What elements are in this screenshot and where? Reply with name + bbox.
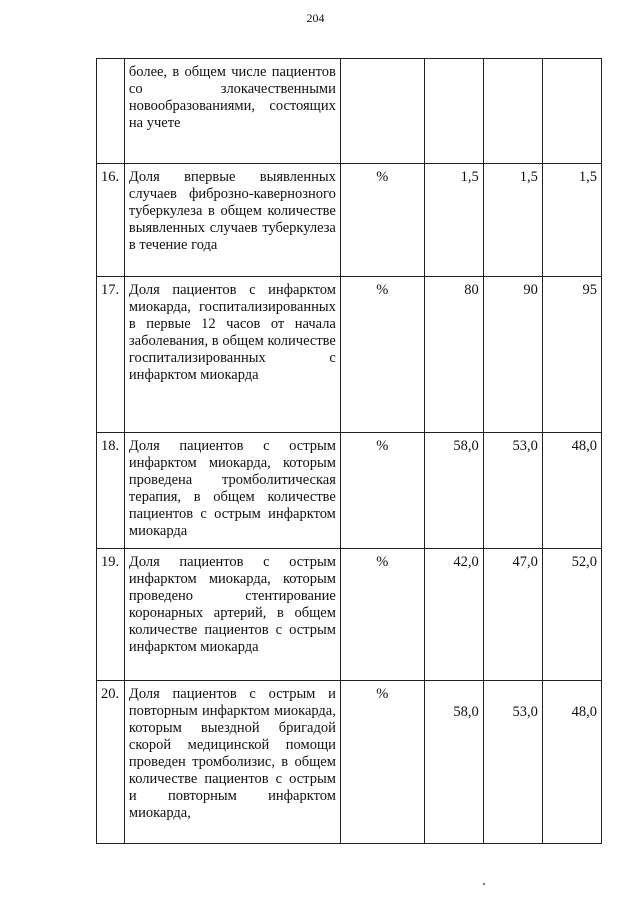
value-2: 1,5 (483, 164, 542, 277)
indicators-table (96, 58, 602, 844)
value-3 (542, 59, 601, 164)
table-row (97, 433, 602, 549)
value-1: 80 (424, 277, 483, 433)
value-2 (483, 59, 542, 164)
value-3: 52,0 (542, 549, 601, 681)
unit: % (340, 277, 424, 433)
table-row (97, 164, 602, 277)
value-1: 42,0 (424, 549, 483, 681)
value-3: 1,5 (542, 164, 601, 277)
indicator-name: Доля пациентов с острым инфарктом миокарда, которым проведена тромболитическая терапия, в общем количестве пациентов с острым инфарктом миокарда (124, 433, 340, 549)
page-number: 204 (306, 11, 325, 25)
row-number: 20. (97, 681, 125, 844)
row-number: 19. (97, 549, 125, 681)
indicator-name: Доля пациентов с острым и повторным инфарктом миокарда, которым выездной бригадой скорой медицинской помощи проведен тромболизис, в общем количестве пациентов с острым и повторным инфарктом миокарда, (124, 681, 340, 844)
value-3: 48,0 (542, 681, 601, 844)
value-2: 90 (483, 277, 542, 433)
table-row (97, 277, 602, 433)
value-1: 1,5 (424, 164, 483, 277)
table-row (97, 681, 602, 844)
unit: % (340, 164, 424, 277)
value-2: 53,0 (483, 681, 542, 844)
unit: % (340, 681, 424, 844)
indicator-name: более, в общем числе пациентов со злокачественными новообразованиями, состоящих на учете (124, 59, 340, 164)
scan-mark (483, 883, 485, 885)
value-2: 47,0 (483, 549, 542, 681)
indicator-name: Доля пациентов с острым инфарктом миокарда, которым проведено стентирование коронарных артерий, в общем количестве пациентов с острым инфарктом миокарда (124, 549, 340, 681)
value-1 (424, 59, 483, 164)
unit: % (340, 549, 424, 681)
row-number (97, 59, 125, 164)
value-1: 58,0 (424, 681, 483, 844)
value-3: 48,0 (542, 433, 601, 549)
unit (340, 59, 424, 164)
unit: % (340, 433, 424, 549)
table-row (97, 59, 602, 164)
value-1: 58,0 (424, 433, 483, 549)
row-number: 16. (97, 164, 125, 277)
row-number: 17. (97, 277, 125, 433)
indicator-name: Доля впервые выявленных случаев фиброзно-кавернозного туберкулеза в общем количестве выявленных случаев туберкулеза в течение года (124, 164, 340, 277)
row-number: 18. (97, 433, 125, 549)
value-3: 95 (542, 277, 601, 433)
value-2: 53,0 (483, 433, 542, 549)
table-row (97, 549, 602, 681)
indicator-name: Доля пациентов с инфарктом миокарда, госпитализированных в первые 12 часов от начала заболевания, в общем количестве госпитализированных с инфарктом миокарда (124, 277, 340, 433)
